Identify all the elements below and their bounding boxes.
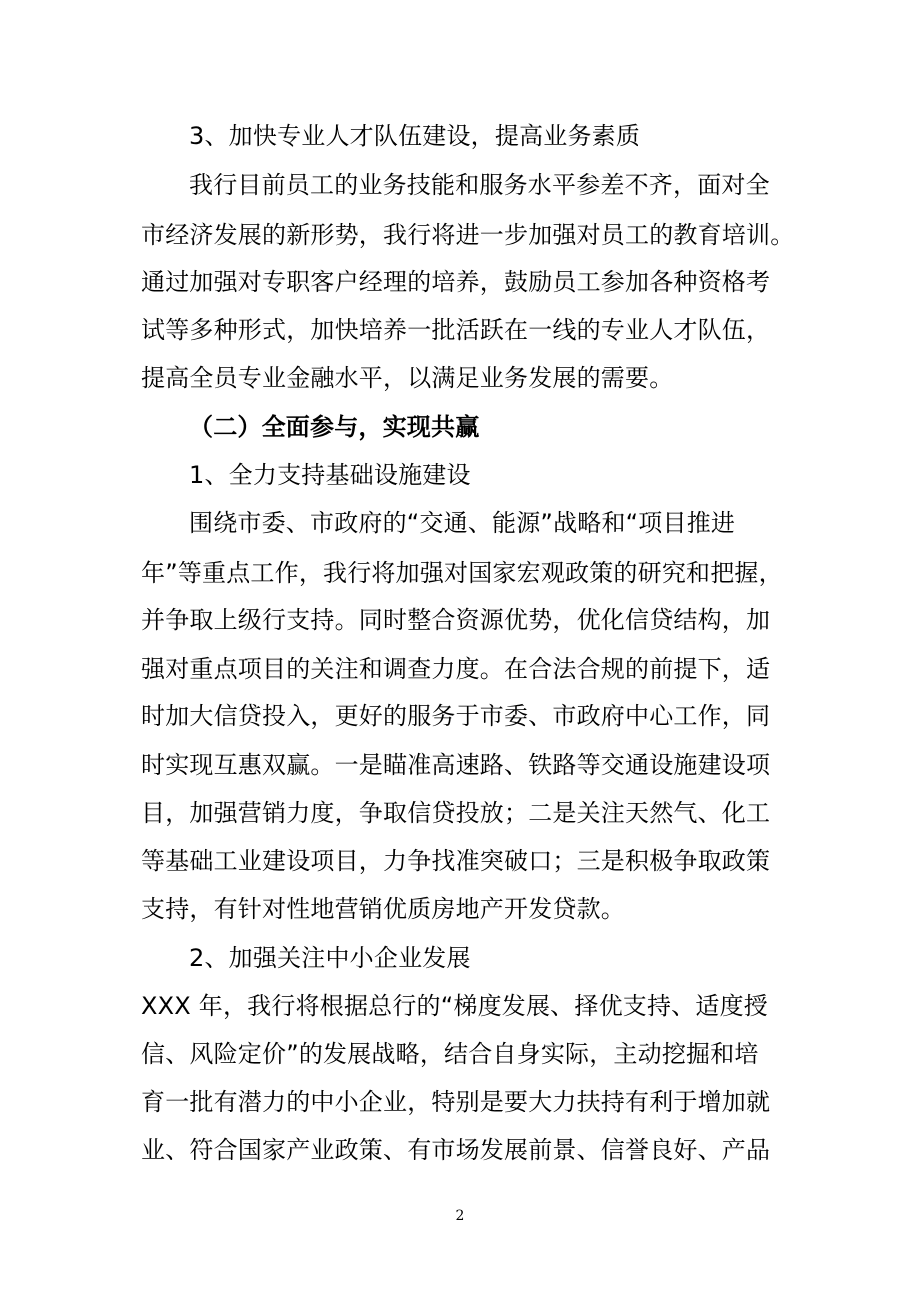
subheading-3-talent: 3、加快专业人才队伍建设，提高业务素质 <box>189 122 641 150</box>
subheading-1-infrastructure: 1、全力支持基础设施建设 <box>189 461 471 489</box>
paragraph-line: 信、风险定价”的发展战略，结合自身实际，主动挖掘和培 <box>141 1040 759 1068</box>
paragraph-line: 提高全员专业金融水平，以满足业务发展的需要。 <box>141 364 674 392</box>
paragraph-line: 业、符合国家产业政策、有市场发展前景、信誉良好、产品 <box>141 1136 771 1164</box>
paragraph-line: 市经济发展的新形势，我行将进一步加强对员工的教育培训。 <box>141 221 795 249</box>
paragraph-line: 通过加强对专职客户经理的培养，鼓励员工参加各种资格考 <box>141 268 771 296</box>
paragraph-line: 围绕市委、市政府的“交通、能源”战略和“项目推进 <box>189 509 736 537</box>
paragraph-line: 育一批有潜力的中小企业，特别是要大力扶持有利于增加就 <box>141 1088 771 1116</box>
section-heading-2: （二）全面参与，实现共赢 <box>189 413 480 441</box>
page-number: 2 <box>455 1208 465 1224</box>
paragraph-line: XXX 年，我行将根据总行的“梯度发展、择优支持、适度授 <box>141 992 768 1020</box>
paragraph-line: 等基础工业建设项目，力争找准突破口；三是积极争取政策 <box>141 847 771 875</box>
paragraph-line: 并争取上级行支持。同时整合资源优势，优化信贷结构，加 <box>141 606 771 634</box>
subheading-2-sme: 2、加强关注中小企业发展 <box>189 944 471 972</box>
paragraph-line: 时实现互惠双赢。一是瞄准高速路、铁路等交通设施建设项 <box>141 751 771 779</box>
paragraph-line: 时加大信贷投入，更好的服务于市委、市政府中心工作，同 <box>141 702 771 730</box>
paragraph-line: 我行目前员工的业务技能和服务水平参差不齐，面对全 <box>189 171 770 199</box>
paragraph-line: 目，加强营销力度，争取信贷投放；二是关注天然气、化工 <box>141 799 771 827</box>
paragraph-line: 支持，有针对性地营销优质房地产开发贷款。 <box>141 895 625 923</box>
paragraph-line: 强对重点项目的关注和调查力度。在合法合规的前提下，适 <box>141 655 771 683</box>
paragraph-line: 年”等重点工作，我行将加强对国家宏观政策的研究和把握， <box>141 559 783 587</box>
paragraph-line: 试等多种形式，加快培养一批活跃在一线的专业人才队伍， <box>141 316 771 344</box>
